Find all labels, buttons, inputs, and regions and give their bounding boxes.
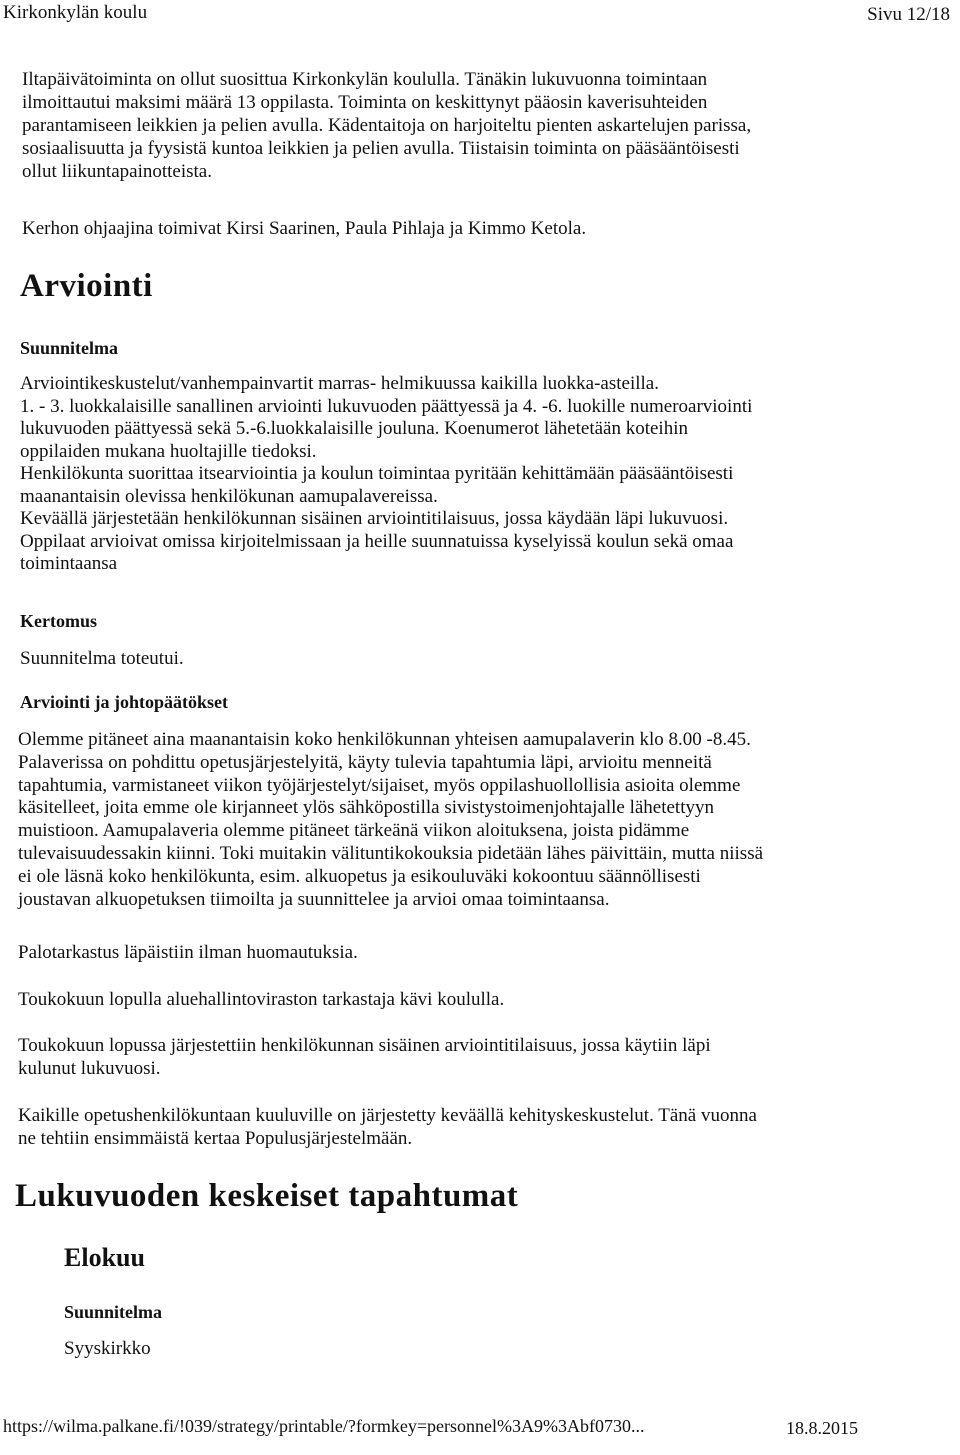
- subheading-suunnitelma: Suunnitelma: [20, 338, 119, 358]
- text-line: oppilaiden mukana huoltajille tiedoksi.: [20, 440, 317, 462]
- text-line: ilmoittautui maksimi määrä 13 oppilasta. Toiminta on keskittynyt pääosin kaverisuhteiden: [22, 92, 708, 113]
- text-line: Olemme pitäneet aina maanantaisin koko henkilökunnan yhteisen aamupalaverin klo 8.00 -8.45.: [18, 729, 751, 750]
- text-line: parantamiseen leikkien ja pelien avulla. Kädentaitoja on harjoiteltu pienten askartelujen parissa,: [22, 115, 752, 136]
- staff-evaluation-paragraph: [18, 1034, 711, 1080]
- text-line: Arviointikeskustelut/vanhempainvartit marras- helmikuussa kaikilla luokka-asteilla.: [20, 373, 659, 394]
- text-line: tulevaisuudessakin kiinni. Toki muitakin välituntikokouksia pidetään lähes päivittäin, mutta niissä: [18, 842, 764, 864]
- event-item-syyskirkko: Syyskirkko: [64, 1338, 151, 1359]
- subheading-kertomus: Kertomus: [20, 611, 97, 631]
- text-line: maanantaisin olevissa henkilökunan aamupalavereissa.: [20, 485, 438, 507]
- section-title-tapahtumat: Lukuvuoden keskeiset tapahtumat: [15, 1178, 519, 1214]
- suunnitelma-paragraph: [20, 373, 752, 576]
- text-line: ne tehtiin ensimmäistä kertaa Populusjärjestelmään.: [18, 1128, 413, 1149]
- kertomus-text: Suunnitelma toteutui.: [20, 648, 184, 669]
- text-line: 1. - 3. luokkalaisille sanallinen arviointi lukuvuoden päättyessä ja 4. -6. luokille numeroarviointi: [20, 395, 753, 417]
- text-line: ollut liikuntapainotteista.: [22, 161, 212, 182]
- header-page-number: Sivu 12/18: [867, 4, 950, 25]
- fire-inspection-text: Palotarkastus läpäistiin ilman huomautuksia.: [18, 942, 358, 963]
- month-heading-elokuu: Elokuu: [64, 1243, 145, 1272]
- footer-url: https://wilma.palkane.fi/!039/strategy/printable/?formkey=personnel%3A9%3Abf0730...: [3, 1416, 645, 1436]
- text-line: Oppilaat arvioivat omissa kirjoitelmissaan ja heille suunnatuissa kyselyissä koulun sekä omaa: [20, 530, 734, 552]
- text-line: ei ole läsnä koko henkilökunta, esim. alkuopetus ja esikouluväki kokoontuu säännöllisesti: [18, 865, 701, 887]
- development-discussions-paragraph: [18, 1104, 757, 1150]
- text-line: joustavan alkuopetuksen tiimoilta ja suunnittelee ja arvioi omaa toimintaansa.: [18, 888, 610, 910]
- text-line: Henkilökunta suorittaa itsearviointia ja koulun toimintaa pyritään kehittämään pääsääntöisesti: [20, 463, 734, 484]
- text-line: muistioon. Aamupalaveria olemme pitäneet tärkeänä viikon aloituksena, joista pidämme: [18, 820, 690, 842]
- text-line: kulunut lukuvuosi.: [18, 1058, 161, 1079]
- text-line: käsitelleet, joita emme ole kirjanneet ylös sähköpostilla sivistystoimenjohtajalle lähetettyyn: [18, 797, 714, 819]
- text-line: lukuvuoden päättyessä sekä 5.-6.luokkalaisille jouluna. Koenumerot lähetetään koteihin: [20, 418, 688, 439]
- footer-date: 18.8.2015: [786, 1418, 858, 1438]
- text-line: Kaikille opetushenkilökuntaan kuuluville on järjestetty keväällä kehityskeskustelut. Tänä vuonna: [18, 1105, 757, 1126]
- text-line: Keväällä järjestetään henkilökunnan sisäinen arviointitilaisuus, jossa käydään läpi lukuvuosi.: [20, 508, 729, 529]
- johtopaatokset-paragraph: [18, 729, 763, 911]
- text-line: Toukokuun lopussa järjestettiin henkilökunnan sisäinen arviointitilaisuus, jossa käytiin läpi: [18, 1035, 711, 1056]
- club-leaders-paragraph: Kerhon ohjaajina toimivat Kirsi Saarinen, Paula Pihlaja ja Kimmo Ketola.: [22, 218, 587, 239]
- intro-paragraph: [22, 68, 751, 183]
- text-line: tapahtumia, varmistaneet viikon työjärjestelyt/sijaiset, myös oppilashuollollisia asioita olemme: [18, 774, 741, 796]
- text-line: toimintaansa: [20, 553, 118, 574]
- subheading-suunnitelma-elokuu: Suunnitelma: [64, 1302, 163, 1322]
- section-title-arviointi: Arviointi: [20, 268, 153, 304]
- header-school-name: Kirkonkylän koulu: [3, 2, 148, 23]
- text-line: Iltapäivätoiminta on ollut suosittua Kirkonkylän koululla. Tänäkin lukuvuonna toimintaan: [22, 69, 708, 90]
- subheading-arviointi-ja-johtopaatokset: Arviointi ja johtopäätökset: [20, 692, 228, 712]
- avi-inspection-text: Toukokuun lopulla aluehallintoviraston tarkastaja kävi koululla.: [18, 989, 505, 1010]
- text-line: Palaverissa on pohdittu opetusjärjestelyitä, käyty tulevia tapahtumia läpi, arvioitu menneitä: [18, 751, 712, 773]
- text-line: sosiaalisuutta ja fyysistä kuntoa leikkien ja pelien avulla. Tiistaisin toiminta on pääsääntöisesti: [22, 138, 740, 159]
